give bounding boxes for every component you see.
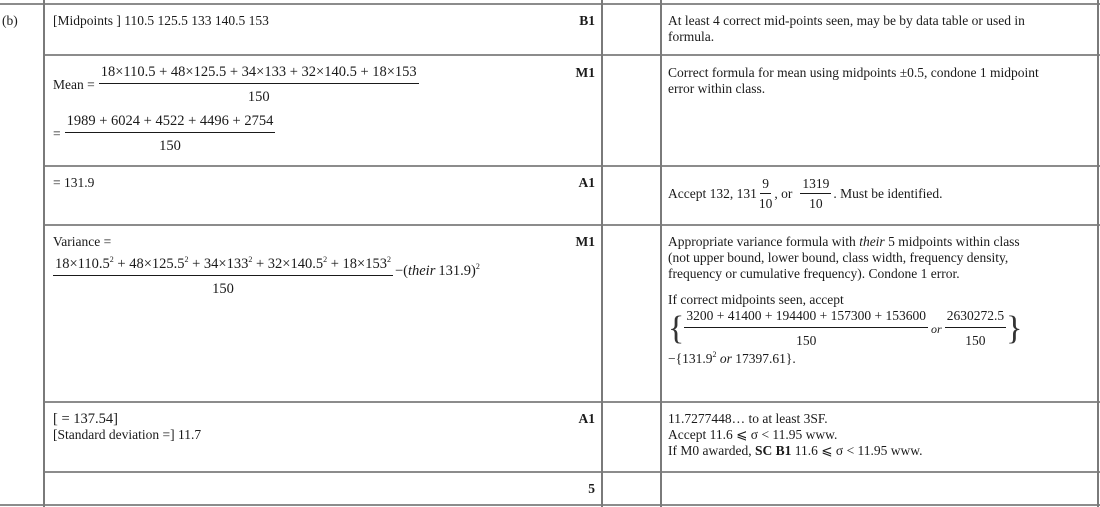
mark-code: B1 xyxy=(579,13,595,28)
fraction-nine-tenths xyxy=(759,176,773,212)
variance-term: 18×110.5 xyxy=(55,256,110,272)
answer-midpoints: [Midpoints ] 110.5 125.5 133 140.5 153 xyxy=(53,13,269,28)
guidance-text: If M0 awarded, xyxy=(668,443,755,458)
table-border-bottom xyxy=(0,504,1100,506)
guidance-notes xyxy=(668,176,942,212)
alt-denominator: 150 xyxy=(965,333,986,348)
variance-term: + 34×133 xyxy=(192,256,249,272)
mean-label: Mean = xyxy=(53,76,95,92)
mean-denominator: 150 xyxy=(247,89,270,105)
column-divider-part xyxy=(43,0,45,507)
fraction-denominator: 10 xyxy=(758,196,773,211)
exponent: 2 xyxy=(386,255,391,264)
fraction-denominator: 10 xyxy=(809,196,823,211)
mean-numerator: 18×110.5 + 48×125.5 + 34×133 + 32×140.5 + 18×153 xyxy=(99,64,419,84)
guidance-text: 11.6 ⩽ σ < 11.95 www. xyxy=(791,443,923,458)
column-divider-mark xyxy=(601,0,603,507)
answer-variance-formula xyxy=(53,234,480,297)
guidance-text: Appropriate variance formula with xyxy=(668,234,860,249)
guidance-line: error within class. xyxy=(668,81,766,96)
row-divider xyxy=(43,401,1100,403)
guidance-line: At least 4 correct mid-points seen, may be by data table or used in xyxy=(668,13,1025,28)
guidance-line: Correct formula for mean using midpoints ±0.5, condone 1 midpoint xyxy=(668,65,1039,80)
accept-prefix: Accept 132, 131 xyxy=(668,186,757,201)
subtract-text: 17397.61}. xyxy=(735,351,796,366)
guidance-line: 11.7277448… to at least 3SF. xyxy=(668,411,828,426)
exponent: 2 xyxy=(184,255,189,264)
mark-code: A1 xyxy=(578,175,595,190)
guidance-notes xyxy=(668,234,1096,367)
guidance-line: (not upper bound, lower bound, class width, frequency density, xyxy=(668,250,1009,265)
fraction-1319-tenths xyxy=(800,176,831,212)
mean-fraction xyxy=(99,64,419,105)
guidance-line: formula. xyxy=(668,29,715,44)
accept-expression xyxy=(668,308,1096,349)
guidance-text: 5 midpoints within class xyxy=(884,234,1020,249)
mark-code: M1 xyxy=(575,65,595,80)
their-italic: their xyxy=(407,262,436,279)
answer-mean-formula xyxy=(53,64,419,154)
variance-numerator xyxy=(53,256,393,276)
variance-term: + 48×125.5 xyxy=(117,256,185,272)
accept-suffix: . Must be identified. xyxy=(833,186,943,201)
variance-value: [ = 137.54] xyxy=(53,411,118,427)
left-brace-icon: { xyxy=(668,309,685,347)
mark-code: A1 xyxy=(578,411,595,426)
alt-numerator: 2630272.5 xyxy=(945,308,1006,328)
guidance-notes xyxy=(668,13,1093,45)
their-mean-value: 131.9) xyxy=(438,262,476,279)
guidance-notes xyxy=(668,411,1093,459)
exponent: 2 xyxy=(712,350,717,359)
guidance-line: frequency or cumulative frequency). Condone 1 error. xyxy=(668,266,960,281)
exponent: 2 xyxy=(248,255,253,264)
guidance-line xyxy=(668,234,1096,250)
row-divider xyxy=(43,54,1100,56)
total-marks: 5 xyxy=(588,481,595,496)
fraction-numerator: 9 xyxy=(760,176,771,194)
accept-numerator: 3200 + 41400 + 194400 + 157300 + 153600 xyxy=(684,308,928,328)
table-border-top xyxy=(0,3,1100,5)
accept-fraction xyxy=(684,308,928,349)
variance-fraction xyxy=(53,256,393,297)
guidance-line xyxy=(668,443,1093,459)
special-case-label: SC B1 xyxy=(754,443,792,458)
guidance-line: Accept 11.6 ⩽ σ < 11.95 www. xyxy=(668,427,838,442)
mark-code: M1 xyxy=(575,234,595,249)
equals-sign: = xyxy=(53,125,61,141)
right-brace-icon: } xyxy=(1006,309,1023,347)
minus-paren: −( xyxy=(394,262,408,279)
accept-denominator: 150 xyxy=(796,333,817,348)
products-numerator: 1989 + 6024 + 4522 + 4496 + 2754 xyxy=(65,113,276,133)
exponent: 2 xyxy=(109,255,114,264)
subtract-mean-squared xyxy=(395,263,480,279)
variance-term: + 32×140.5 xyxy=(255,256,324,272)
exponent: 2 xyxy=(323,255,328,264)
table-border-right xyxy=(1097,0,1099,507)
subtract-expression xyxy=(668,351,1096,367)
fraction-numerator: 1319 xyxy=(800,176,831,194)
guidance-notes xyxy=(668,65,1093,97)
accept-label: If correct midpoints seen, accept xyxy=(668,292,844,307)
row-divider xyxy=(43,471,1100,473)
accept-or: , or xyxy=(774,186,793,201)
row-divider xyxy=(43,224,1100,226)
exponent: 2 xyxy=(475,261,480,271)
row-divider xyxy=(43,165,1100,167)
answer-standard-deviation xyxy=(53,411,201,443)
guidance-italic: their xyxy=(859,234,885,249)
or-italic: or xyxy=(931,321,942,336)
variance-label: Variance = xyxy=(53,234,112,249)
part-label: (b) xyxy=(2,13,18,28)
or-italic: or xyxy=(716,351,736,366)
subtract-text: −{131.9 xyxy=(668,351,713,366)
variance-term: + 18×153 xyxy=(330,256,387,272)
variance-denominator: 150 xyxy=(212,281,234,297)
products-denominator: 150 xyxy=(159,138,181,154)
answer-mean-result: = 131.9 xyxy=(53,175,95,190)
alt-fraction xyxy=(945,308,1006,349)
products-fraction xyxy=(65,113,276,154)
standard-deviation-value: [Standard deviation =] 11.7 xyxy=(53,427,202,442)
column-divider-notes xyxy=(660,0,662,507)
